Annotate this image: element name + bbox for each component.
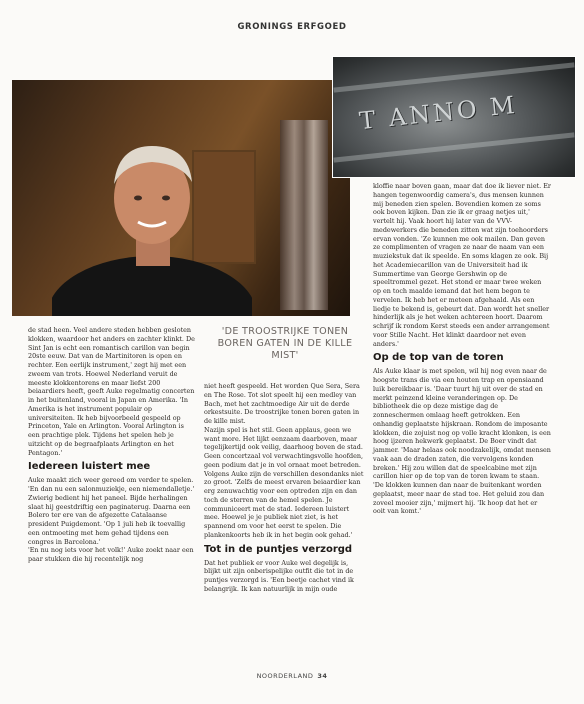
bell-inscription: T ANNO M <box>357 90 519 136</box>
paragraph: Nazijn spel is het stil. Geen applaus, geen we want more. Het lijkt eenzaam daarboven, maar tegelijkertijd ook veilig, daarhoog boven de stad. Geen concertzaal vol verwachtingsvolle hoofden, geen podium dat je in vol ornaat moet betreden. Volgens Auke zijn de verschillen desondanks niet zo groot. 'Zelfs de meest ervaren beiaardier kan erg zenuwachtig voor een optreden zijn en dan toch de sterren van de hemel spelen. Je communiceert met de stad. Iedereen luistert mee. Hoewel je je publiek niet ziet, is het spannend om voor het eerst te spelen. Die plankenkoorts heb ik in het begin ook gehad.' <box>204 425 364 539</box>
bell-band <box>333 62 574 92</box>
column-1 <box>28 326 196 564</box>
section-title: GRONINGS ERFGOED <box>237 22 347 32</box>
portrait-figure <box>52 106 252 316</box>
paragraph: niet heeft gespeeld. Het worden Que Sera, Sera en The Rose. Tot slot speelt hij een medley van Bach, met het zachtmoedige Air uit de derde orkestsuite. De troostrijke tonen boren gaten in de kille mist. <box>204 382 360 425</box>
subheading: Iedereen luistert mee <box>28 461 151 473</box>
paragraph: Dat het publiek er voor Auke wel degelijk is, blijkt uit zijn onberispelijke outfit die tot in de puntjes verzorgd is. 'Een beetje cachet vind ik belangrijk. Ik kan natuurlijk in mijn oude <box>204 558 354 593</box>
paragraph: Auke maakt zich weer gereed om verder te spelen. 'En dan nu een salonmuziekje, een niemendalletje.' Zwierig bedient hij het paneel. Bijde herhalingen slaat hij geestdriftig een paginaterug. Daarna een Bolero ter ere van de afgezette Catalaanse president Puigdemont. 'Op 1 juli heb ik toevallig een ontmoeting met hem gehad tijdens een congres in Barcelona.' <box>28 476 195 546</box>
pull-quote: 'DE TROOSTRIJKE TONEN BOREN GATEN IN DE KILLE MIST' <box>217 326 353 361</box>
page-footer <box>0 672 584 680</box>
paragraph: kloffie naar boven gaan, maar dat doe ik liever niet. Er hangen tegenwoordig camera's, dus mensen kunnen mij beneden zien spelen. Bovendien komen ze soms ook boven kijken. Dan zie ik er graag netjes uit,' vertelt hij. Vaak hoort hij later van de VVV-medewerkers die beneden zitten wat zijn toehoorders ervan vonden. 'Ze kunnen me ook mailen. Dan geven ze complimenten of vragen ze naar de naam van een muziekstuk dat ik speelde. En soms klagen ze ook. Bij het Academiecarillon van de Universiteit had ik Summertime van George Gershwin op de speeltrommel gezet. Het stond er maar twee weken op en toch maalde iemand dat het hem begon te vervelen. Ik heb het er meteen afgehaald. Als een liedje te bekend is, gebeurt dat. Dan wordt het sneller hinderlijk als je het weken achtereen hoort. Daarom schrijf ik rondom Kerst steeds een ander arrangement voor Stille Nacht. Het klinkt daardoor net even anders.' <box>373 182 551 348</box>
paragraph: 'En nu nog iets voor het volk!' Auke zoekt naar een paar stukken die hij recentelijk nog <box>28 546 194 563</box>
magazine-name: NOORDERLAND <box>256 672 314 680</box>
carillon-mechanism <box>280 120 328 310</box>
bell-band <box>333 132 574 162</box>
subheading: Op de top van de toren <box>373 352 504 364</box>
paragraph: Als Auke klaar is met spelen, wil hij nog even naar de hoogste trans die via een houten trap en opensiaand luik bereikbaar is. 'Daar tuurt hij uit over de stad en merkt peinzend kleine veranderingen op. De bibliotheek die op deze mistige dag de zonneschermen omlaag heeft getrokken. Een onhandig geplaatste hijskraan. Rondom de imposante klokken, die zojuist nog op volle kracht klonken, is een hoog ijzeren hekwerk geplaatst. De Boer vindt dat jammer. 'Maar helaas ook noodzakelijk, omdat mensen vaak aan de draden zaten, die vervolgens konden breken.' Hij zou willen dat de speelcabine met zijn carillon hier op de top van de toren kwam te staan. 'De klokken kunnen dan naar de buitenkant worden geplaatst, meer naar de stad toe. Het geluid zou dan zoveel mooier zijn,' mijmert hij. 'Ik hoop dat het er ooit van komt.' <box>373 367 551 516</box>
bell-inscription-photo <box>332 56 576 178</box>
column-2 <box>204 382 364 594</box>
column-3 <box>373 182 551 516</box>
paragraph: de stad heen. Veel andere steden hebben gesloten klokken, waardoor het anders en zachter klinkt. De Sint Jan is echt een romantisch carillon van begin 20ste eeuw. Dat van de Martinitoren is open en rechter. Een eerlijk instrument,' zegt hij met een zweem van trots. Hoewel Nederland veruit de meeste klokkentorens en maar liefst 200 beiaardiers heeft, geeft Auke regelmatig concerten in het buitenland, vooral in Japan en Amerika. 'In Amerika is het instrument populair op universiteiten. Ik heb bijvoorbeeld gespeeld op Princeton, Yale en Arlington. Vooral Arlington is een prachtige plek. Tijdens het spelen heb je uitzicht op de begraafplaats Arlington en het Pentagon.' <box>28 326 195 457</box>
subheading: Tot in de puntjes verzorgd <box>204 543 353 555</box>
page-number: 34 <box>317 672 328 680</box>
carillonneur-photo <box>12 80 350 316</box>
